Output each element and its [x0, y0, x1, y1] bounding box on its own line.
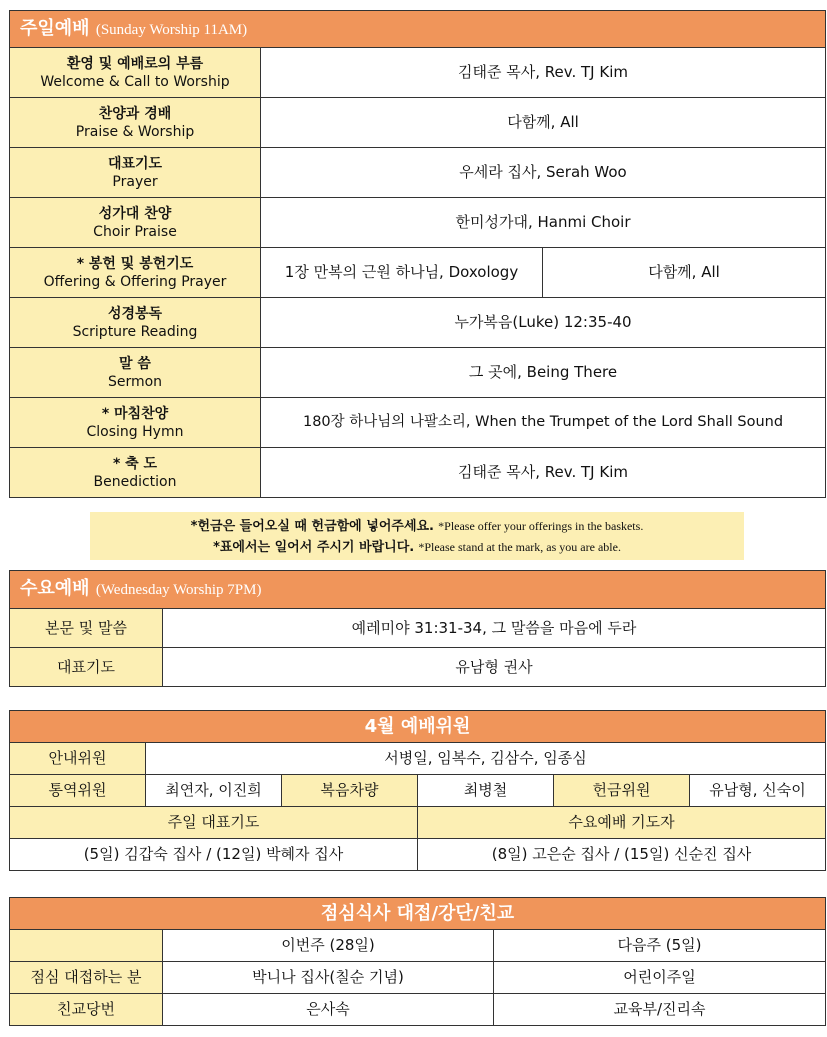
host-this-week: 박니나 집사(칠순 기념) [163, 962, 494, 994]
table-row [10, 48, 826, 98]
row-value: 유남형 권사 [163, 648, 826, 687]
host-next-week: 어린이주일 [494, 962, 826, 994]
label-en: Choir Praise [93, 223, 177, 240]
label-en: Praise & Worship [75, 123, 195, 140]
wednesday-worship-table [9, 570, 826, 687]
interp-value: 최연자, 이진희 [146, 775, 282, 807]
label-ko: * 봉헌 및 봉헌기도 [76, 255, 194, 272]
row-label [10, 98, 261, 148]
row-label [10, 298, 261, 348]
note-2-ko: *표에서는 일어서 주시기 바랍니다. [213, 540, 415, 555]
label-en: Benediction [93, 473, 177, 490]
wed-prayer-label: 수요예배 기도자 [418, 807, 826, 839]
label-en: Closing Hymn [86, 423, 184, 440]
table-row [10, 839, 826, 871]
table-row [10, 98, 826, 148]
committee-header: 4월 예배위원 [10, 711, 826, 743]
sunday-worship-table [9, 10, 826, 498]
table-row [10, 994, 826, 1026]
committee-table [9, 710, 826, 871]
wednesday-title: 수요예배 [20, 578, 90, 599]
duty-label: 친교당번 [10, 994, 163, 1026]
note-1-ko: *헌금은 들어오실 때 헌금함에 넣어주세요. [190, 519, 434, 534]
blank-label [10, 930, 163, 962]
worship-notes [90, 512, 744, 560]
usher-label: 안내위원 [10, 743, 146, 775]
label-ko: 말 씀 [119, 355, 151, 372]
table-row [10, 298, 826, 348]
wed-prayer-value: (8일) 고은순 집사 / (15일) 신순진 집사 [418, 839, 826, 871]
note-2-en: *Please stand at the mark, as you are able. [418, 540, 621, 554]
table-row [10, 348, 826, 398]
row-label [10, 398, 261, 448]
table-row [10, 148, 826, 198]
row-value-secondary: 다함께, All [543, 248, 826, 298]
table-row [10, 930, 826, 962]
this-week-header: 이번주 (28일) [163, 930, 494, 962]
offering-label: 헌금위원 [554, 775, 690, 807]
row-label [10, 348, 261, 398]
table-row [10, 609, 826, 648]
bus-value: 최병철 [418, 775, 554, 807]
label-en: Welcome & Call to Worship [40, 73, 230, 90]
table-row [10, 248, 826, 298]
bus-label: 복음차량 [282, 775, 418, 807]
label-ko: 환영 및 예배로의 부름 [66, 55, 204, 72]
duty-this-week: 은사속 [163, 994, 494, 1026]
row-label [10, 248, 261, 298]
label-ko: * 마침찬양 [101, 405, 169, 422]
label-en: Offering & Offering Prayer [43, 273, 227, 290]
sunday-subtitle: (Sunday Worship 11AM) [95, 21, 248, 38]
row-value: 한미성가대, Hanmi Choir [261, 198, 826, 248]
label-ko: 찬양과 경배 [98, 105, 172, 122]
label-ko: 성가대 찬양 [98, 205, 172, 222]
wednesday-worship-header [10, 571, 826, 609]
label-ko: 성경봉독 [107, 305, 163, 322]
row-label: 대표기도 [10, 648, 163, 687]
sunday-title: 주일예배 [20, 17, 90, 39]
row-value: 그 곳에, Being There [261, 348, 826, 398]
table-row [10, 198, 826, 248]
note-line-1 [90, 516, 744, 537]
row-label [10, 48, 261, 98]
table-row [10, 648, 826, 687]
row-value: 1장 만복의 근원 하나님, Doxology [261, 248, 543, 298]
table-row [10, 743, 826, 775]
usher-value: 서병일, 임복수, 김삼수, 임종심 [146, 743, 826, 775]
sunday-prayer-label: 주일 대표기도 [10, 807, 418, 839]
interp-label: 통역위원 [10, 775, 146, 807]
row-label [10, 448, 261, 498]
table-row [10, 398, 826, 448]
host-label: 점심 대접하는 분 [10, 962, 163, 994]
sunday-worship-header [10, 11, 826, 48]
label-en: Sermon [107, 373, 163, 390]
row-value: 김태준 목사, Rev. TJ Kim [261, 48, 826, 98]
row-label [10, 148, 261, 198]
sunday-prayer-value: (5일) 김갑숙 집사 / (12일) 박혜자 집사 [10, 839, 418, 871]
note-line-2 [90, 537, 744, 558]
wednesday-subtitle: (Wednesday Worship 7PM) [95, 582, 262, 598]
row-value: 김태준 목사, Rev. TJ Kim [261, 448, 826, 498]
row-label [10, 198, 261, 248]
duty-next-week: 교육부/진리속 [494, 994, 826, 1026]
label-ko: 대표기도 [107, 155, 163, 172]
table-row [10, 775, 826, 807]
row-label: 본문 및 말씀 [10, 609, 163, 648]
row-value: 우세라 집사, Serah Woo [261, 148, 826, 198]
table-row [10, 962, 826, 994]
note-1-en: *Please offer your offerings in the baskets. [438, 519, 644, 533]
row-value: 누가복음(Luke) 12:35-40 [261, 298, 826, 348]
table-row [10, 807, 826, 839]
offering-value: 유남형, 신숙이 [690, 775, 826, 807]
label-en: Prayer [112, 173, 158, 190]
table-row [10, 448, 826, 498]
label-en: Scripture Reading [72, 323, 198, 340]
row-value: 다함께, All [261, 98, 826, 148]
row-value: 180장 하나님의 나팔소리, When the Trumpet of the Lord Shall Sound [261, 398, 826, 448]
lunch-header: 점심식사 대접/강단/친교 [10, 898, 826, 930]
next-week-header: 다음주 (5일) [494, 930, 826, 962]
lunch-table [9, 897, 826, 1026]
row-value: 예레미야 31:31-34, 그 말씀을 마음에 두라 [163, 609, 826, 648]
label-ko: * 축 도 [112, 455, 158, 472]
